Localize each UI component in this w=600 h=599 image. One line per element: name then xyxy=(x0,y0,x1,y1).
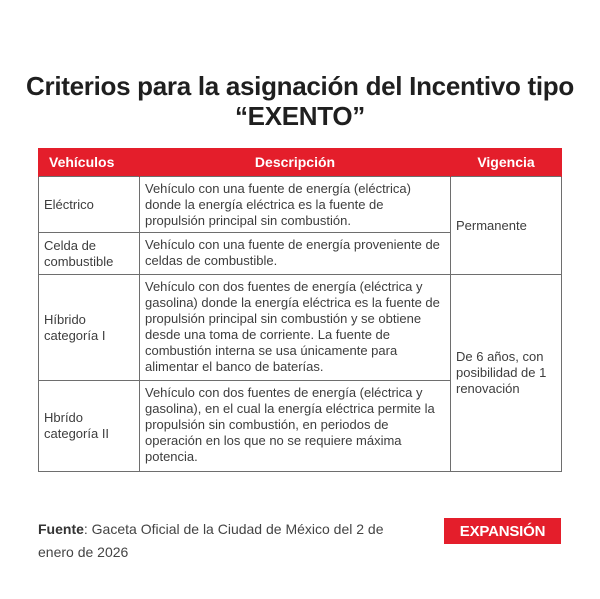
header-validity: Vigencia xyxy=(451,148,562,177)
table-row xyxy=(39,275,562,381)
source-text: : Gaceta Oficial de la Ciudad de México del 2 de enero de 2026 xyxy=(38,521,384,560)
description-cell: Vehículo con dos fuentes de energía (eléctrica y gasolina) donde la energía eléctrica es la fuente de propulsión principal sin combustión y se obtiene desde una toma de corriente. La fuente de combustión interna se usa únicamente para alimentar el banco de baterías. xyxy=(140,275,451,381)
logo-text: EXPANSIÓN xyxy=(459,522,546,540)
vehicle-cell: Celda de combustible xyxy=(39,233,140,275)
source-label: Fuente xyxy=(38,521,84,537)
validity-cell: Permanente xyxy=(451,177,562,275)
header-description: Descripción xyxy=(140,148,451,177)
description-cell: Vehículo con una fuente de energía (eléctrica) donde la energía eléctrica es la fuente de propulsión principal sin combustión. xyxy=(140,177,451,233)
validity-cell: De 6 años, con posibilidad de 1 renovación xyxy=(451,275,562,472)
description-cell: Vehículo con una fuente de energía proveniente de celdas de combustible. xyxy=(140,233,451,275)
table-row xyxy=(39,177,562,233)
header-vehicles: Vehículos xyxy=(39,148,140,177)
vehicle-cell: Hbrído categoría II xyxy=(39,381,140,472)
source-note xyxy=(38,518,408,564)
table-header-row xyxy=(39,148,562,177)
expansion-logo[interactable] xyxy=(444,518,561,544)
criteria-table xyxy=(38,148,562,472)
vehicle-cell: Híbrido categoría I xyxy=(39,275,140,381)
description-cell: Vehículo con dos fuentes de energía (eléctrica y gasolina), en el cual la energía eléctrica permite la propulsión sin combustión, en periodos de operación en los que no se requiere máxima potencia. xyxy=(140,381,451,472)
chart-title: Criterios para la asignación del Incentivo tipo “EXENTO” xyxy=(26,71,574,131)
vehicle-cell: Eléctrico xyxy=(39,177,140,233)
